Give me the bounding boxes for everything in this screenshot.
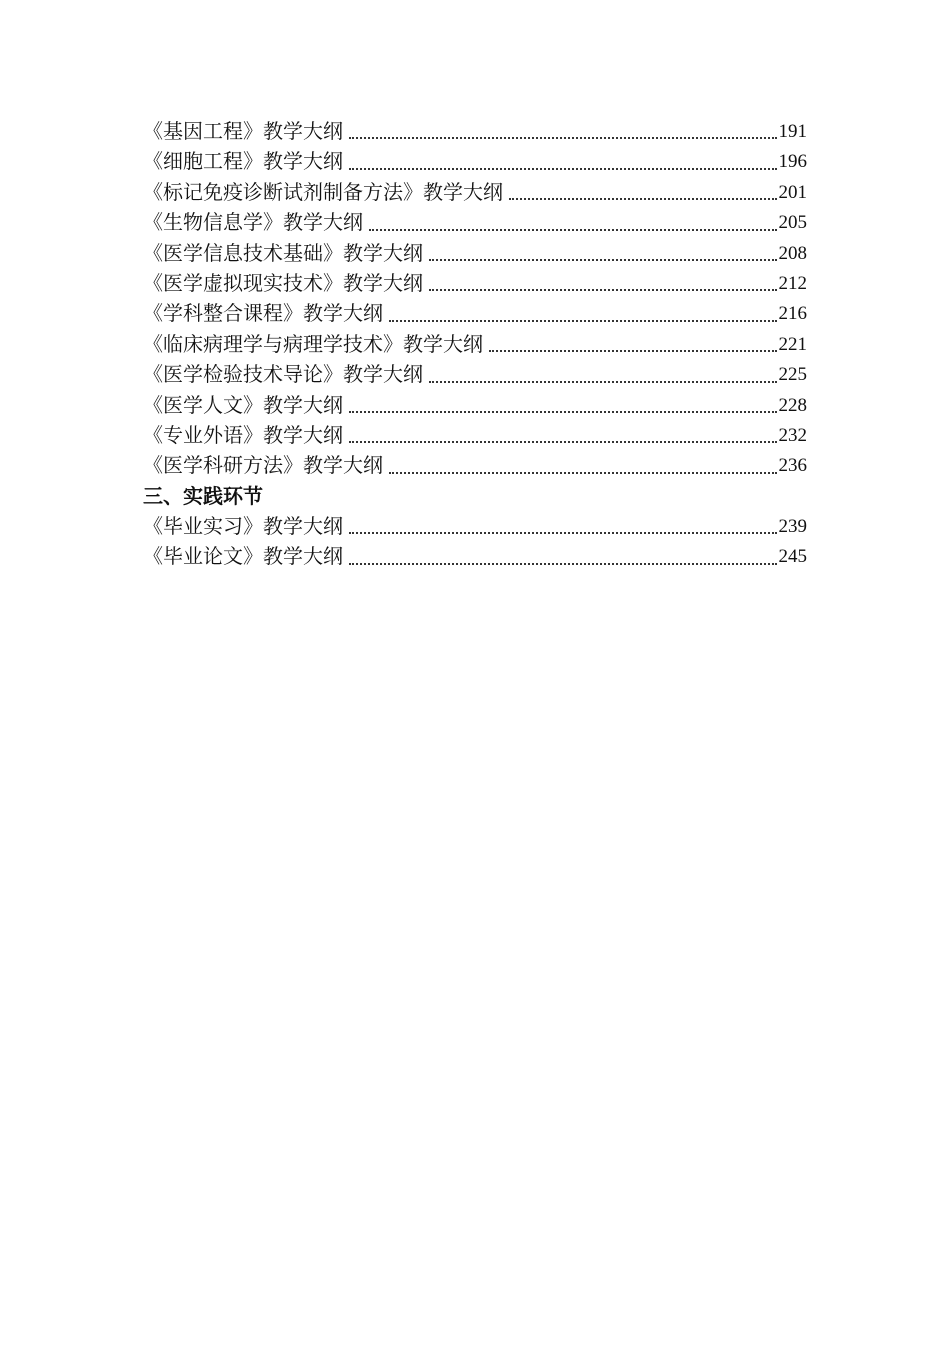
toc-entry-title: 《标记免疫诊断试剂制备方法》教学大纲	[143, 181, 503, 204]
toc-entry[interactable]	[143, 451, 807, 481]
toc-entry-title: 《基因工程》教学大纲	[143, 120, 343, 143]
toc-entry[interactable]	[143, 239, 807, 269]
toc-entry[interactable]	[143, 391, 807, 421]
toc-entry-page: 225	[778, 364, 807, 386]
toc-entry-title: 《毕业实习》教学大纲	[143, 516, 343, 539]
toc-entry[interactable]	[143, 421, 807, 451]
toc-entry-page: 245	[778, 546, 807, 568]
toc-dot-leader	[369, 208, 777, 238]
toc-dot-leader	[429, 269, 777, 299]
toc-dot-leader	[349, 542, 777, 572]
toc-entry-title: 《学科整合课程》教学大纲	[143, 303, 383, 326]
toc-dot-leader	[429, 360, 777, 390]
toc-entry[interactable]	[143, 360, 807, 390]
toc-dot-leader	[349, 512, 777, 542]
toc-entry-page: 228	[778, 394, 807, 416]
toc-entry-title: 《细胞工程》教学大纲	[143, 151, 343, 174]
toc-dot-leader	[489, 330, 777, 360]
toc-entry[interactable]	[143, 542, 807, 572]
table-of-contents	[143, 117, 807, 573]
toc-entry-title: 《医学人文》教学大纲	[143, 394, 343, 417]
toc-section-heading: 三、实践环节	[143, 485, 263, 508]
toc-entry-page: 221	[778, 333, 807, 355]
toc-entry-page: 236	[778, 455, 807, 477]
toc-entry[interactable]	[143, 117, 807, 147]
toc-entry[interactable]	[143, 178, 807, 208]
toc-entry-page: 239	[778, 516, 807, 538]
toc-entry-page: 191	[778, 120, 807, 142]
toc-dot-leader	[349, 117, 777, 147]
toc-entry[interactable]	[143, 330, 807, 360]
toc-entry[interactable]	[143, 208, 807, 238]
toc-dot-leader	[349, 421, 777, 451]
toc-entry-title: 《医学信息技术基础》教学大纲	[143, 242, 423, 265]
toc-dot-leader	[349, 147, 777, 177]
toc-dot-leader	[429, 239, 777, 269]
toc-entry-title: 《临床病理学与病理学技术》教学大纲	[143, 333, 483, 356]
toc-entry-page: 208	[778, 242, 807, 264]
toc-entry-page: 201	[778, 181, 807, 203]
toc-entry-title: 《生物信息学》教学大纲	[143, 212, 363, 235]
toc-entry-page: 212	[778, 272, 807, 294]
toc-dot-leader	[509, 178, 777, 208]
toc-entry-page: 196	[778, 151, 807, 173]
toc-entry[interactable]	[143, 299, 807, 329]
toc-entry-title: 《毕业论文》教学大纲	[143, 546, 343, 569]
toc-entry-title: 《医学检验技术导论》教学大纲	[143, 364, 423, 387]
toc-entry-page: 216	[778, 303, 807, 325]
toc-entry[interactable]	[143, 147, 807, 177]
toc-dot-leader	[349, 391, 777, 421]
toc-entry-title: 《医学科研方法》教学大纲	[143, 455, 383, 478]
toc-entry-title: 《专业外语》教学大纲	[143, 424, 343, 447]
toc-entry[interactable]	[143, 512, 807, 542]
toc-entry-page: 232	[778, 424, 807, 446]
toc-entry-page: 205	[778, 212, 807, 234]
toc-dot-leader	[389, 451, 777, 481]
toc-entry[interactable]	[143, 269, 807, 299]
toc-dot-leader	[389, 299, 777, 329]
toc-entry-title: 《医学虚拟现实技术》教学大纲	[143, 272, 423, 295]
